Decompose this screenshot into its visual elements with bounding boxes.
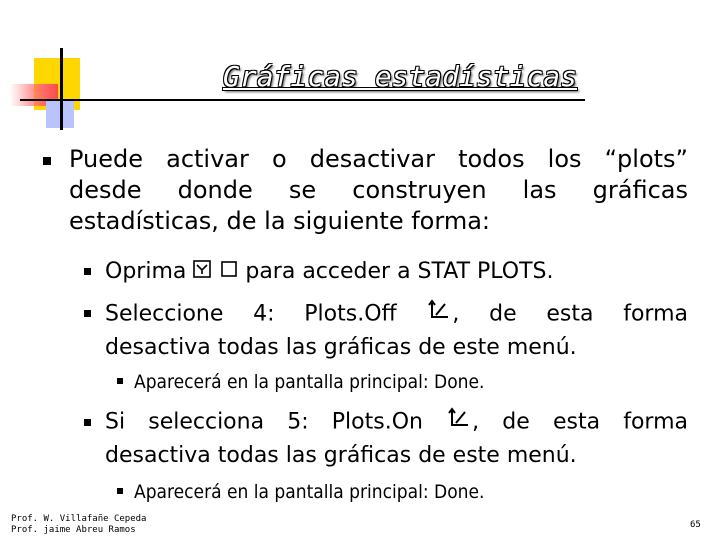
sub1-prefix: Oprima [105,259,187,284]
sub3-note: Aparecerá en la pantalla principal: Done. [134,481,485,503]
sub2-text [105,297,688,363]
enter-symbol-icon [426,297,452,332]
footer-author-2: Prof. jaime Abreu Ramos [11,525,136,535]
y-key-icon [193,257,213,288]
main-line-2: desde donde se construyen las gráficas [69,176,688,204]
sub2-line-2: desactiva todas las gráficas de este menú. [105,335,577,360]
bullet-note-1 [117,378,123,384]
footer-author-1: Prof. W. Villafañe Cepeda [11,514,147,524]
sub2-prefix: Seleccione 4: Plots.Off [105,301,397,327]
bullet-sub-3 [84,419,91,426]
sub3-line-2: desactiva todas las gráficas de este menú. [105,443,577,468]
sub3-suffix: , de esta forma [472,409,689,435]
sub3-prefix: Si selecciona 5: Plots.On [105,409,423,435]
sub1-text [105,256,695,288]
bullet-main [43,157,51,165]
sub3-line-1 [105,405,688,440]
decor-horizontal-line [20,99,585,101]
sub2-suffix: , de esta forma [452,301,689,327]
slide-title: Gráficas estadísticas [222,60,577,93]
bullet-sub-2 [84,310,91,317]
sub2-note: Aparecerá en la pantalla principal: Done. [134,371,485,393]
sub2-line-1 [105,297,688,332]
bullet-sub-1 [84,268,91,275]
enter-symbol-icon [446,405,472,440]
footer-authors [11,514,146,536]
sub1-suffix: para acceder a STAT PLOTS. [245,259,554,284]
main-line-1: Puede activar o desactivar todos los “plots” [69,145,688,173]
main-text [69,144,688,237]
sub3-text [105,405,688,471]
page-number: 65 [690,520,701,530]
blank-key-icon [220,257,238,288]
bullet-note-2 [117,488,123,494]
main-line-3: estadísticas, de la siguiente forma: [69,207,490,235]
decor-vertical-line [60,48,63,130]
